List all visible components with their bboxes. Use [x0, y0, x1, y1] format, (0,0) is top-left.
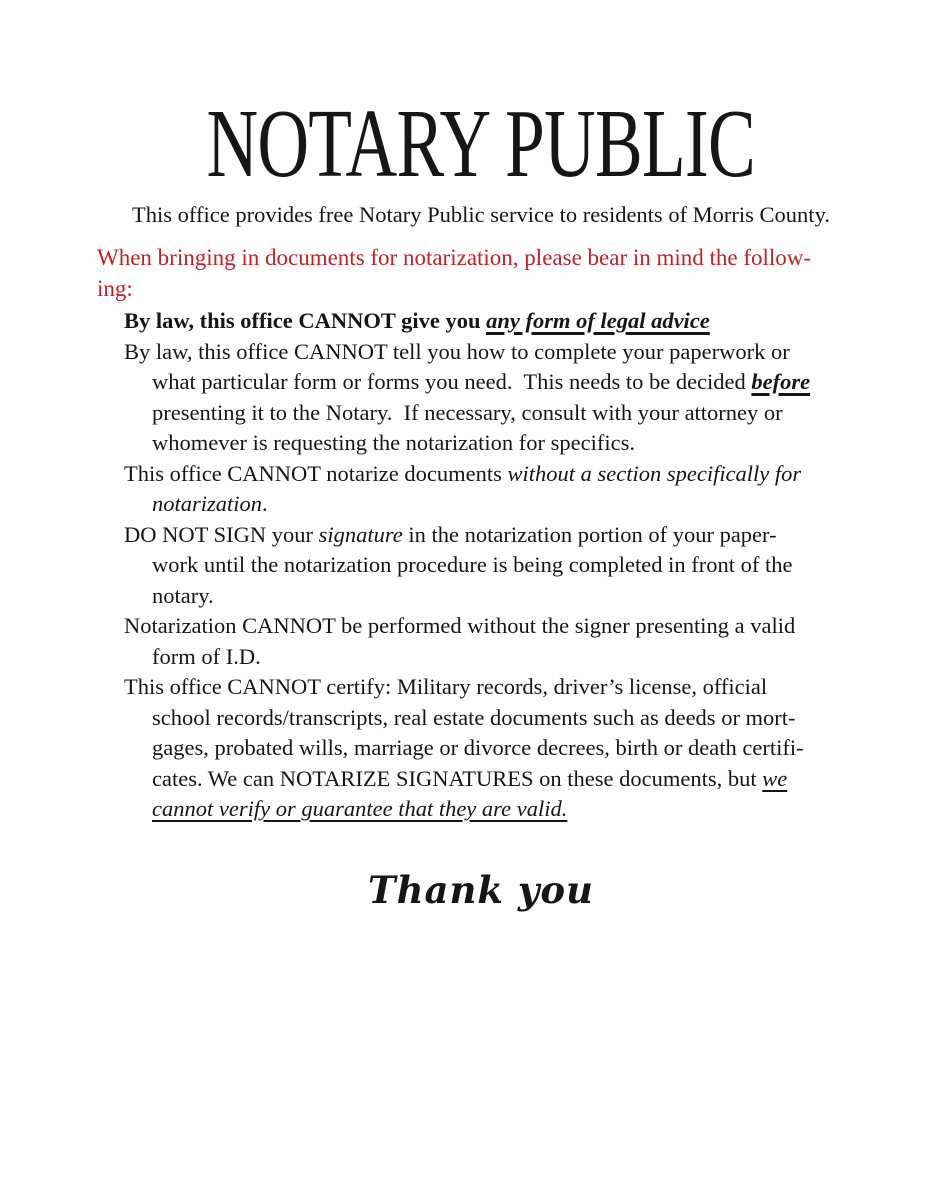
text-line	[97, 611, 897, 642]
text-segment: school records/transcripts, real estate documents such as deeds or mort-	[152, 704, 796, 730]
red-notice-paragraph	[97, 242, 887, 304]
text-line	[97, 794, 897, 825]
text-segment: we	[762, 765, 788, 791]
text-line	[97, 703, 897, 734]
text-segment: This office CANNOT certify: Military records, driver’s license, official	[124, 674, 768, 699]
text-segment: notarization	[152, 491, 263, 516]
text-line	[97, 489, 897, 520]
text-segment: whomever is requesting the notarization for specifics.	[152, 430, 635, 455]
red-notice-line: When bringing in documents for notarization, please bear in mind the follow-	[97, 245, 812, 270]
text-line	[97, 733, 897, 764]
text-segment: gages, probated wills, marriage or divorce decrees, birth or death certifi-	[152, 735, 804, 760]
page-title-text: NOTARY PUBLIC	[206, 90, 756, 198]
text-line	[97, 520, 897, 551]
text-segment: without a section specifically for	[507, 460, 802, 486]
text-segment: any form of legal advice	[486, 308, 710, 333]
text-line	[97, 428, 897, 459]
text-segment: DO NOT SIGN your	[124, 521, 319, 547]
closing-script: Thank you	[368, 868, 594, 912]
text-segment: By law, this office CANNOT tell you how to complete your paperwork or	[124, 338, 790, 364]
text-segment: This office CANNOT notarize documents	[124, 460, 508, 486]
text-segment: Notarization CANNOT be performed without the signer presenting a valid	[124, 613, 796, 638]
text-segment: signature	[318, 521, 403, 547]
page-title	[97, 90, 865, 198]
text-line	[97, 642, 897, 673]
intro-paragraph: This office provides free Notary Public service to residents of Morris County.	[132, 202, 830, 227]
text-line	[97, 306, 897, 337]
text-segment: cates. We can NOTARIZE SIGNATURES on these documents, but	[152, 765, 763, 791]
text-line	[97, 764, 897, 795]
red-notice-line: ing:	[97, 276, 133, 301]
text-line	[97, 550, 897, 581]
text-segment: work until the notarization procedure is being completed in front of the	[152, 552, 793, 577]
text-line	[97, 337, 897, 368]
text-segment: in the notarization portion of your paper-	[402, 521, 777, 547]
text-line	[97, 398, 897, 429]
text-line	[97, 581, 897, 612]
text-segment: .	[262, 491, 268, 516]
text-segment: presenting it to the Notary. If necessary, consult with your attorney or	[152, 399, 783, 425]
text-segment: form of I.D.	[152, 643, 261, 669]
text-line	[97, 672, 897, 703]
text-segment: what particular form or forms you need. This needs to be decided	[152, 369, 752, 394]
text-line	[97, 367, 897, 398]
text-segment: By law, this office CANNOT give you	[124, 308, 487, 333]
rules-list	[97, 306, 897, 825]
text-segment: notary.	[152, 582, 214, 608]
text-segment: before	[751, 369, 811, 394]
text-line	[97, 459, 897, 490]
text-segment: cannot verify or guarantee that they are valid.	[152, 796, 568, 821]
